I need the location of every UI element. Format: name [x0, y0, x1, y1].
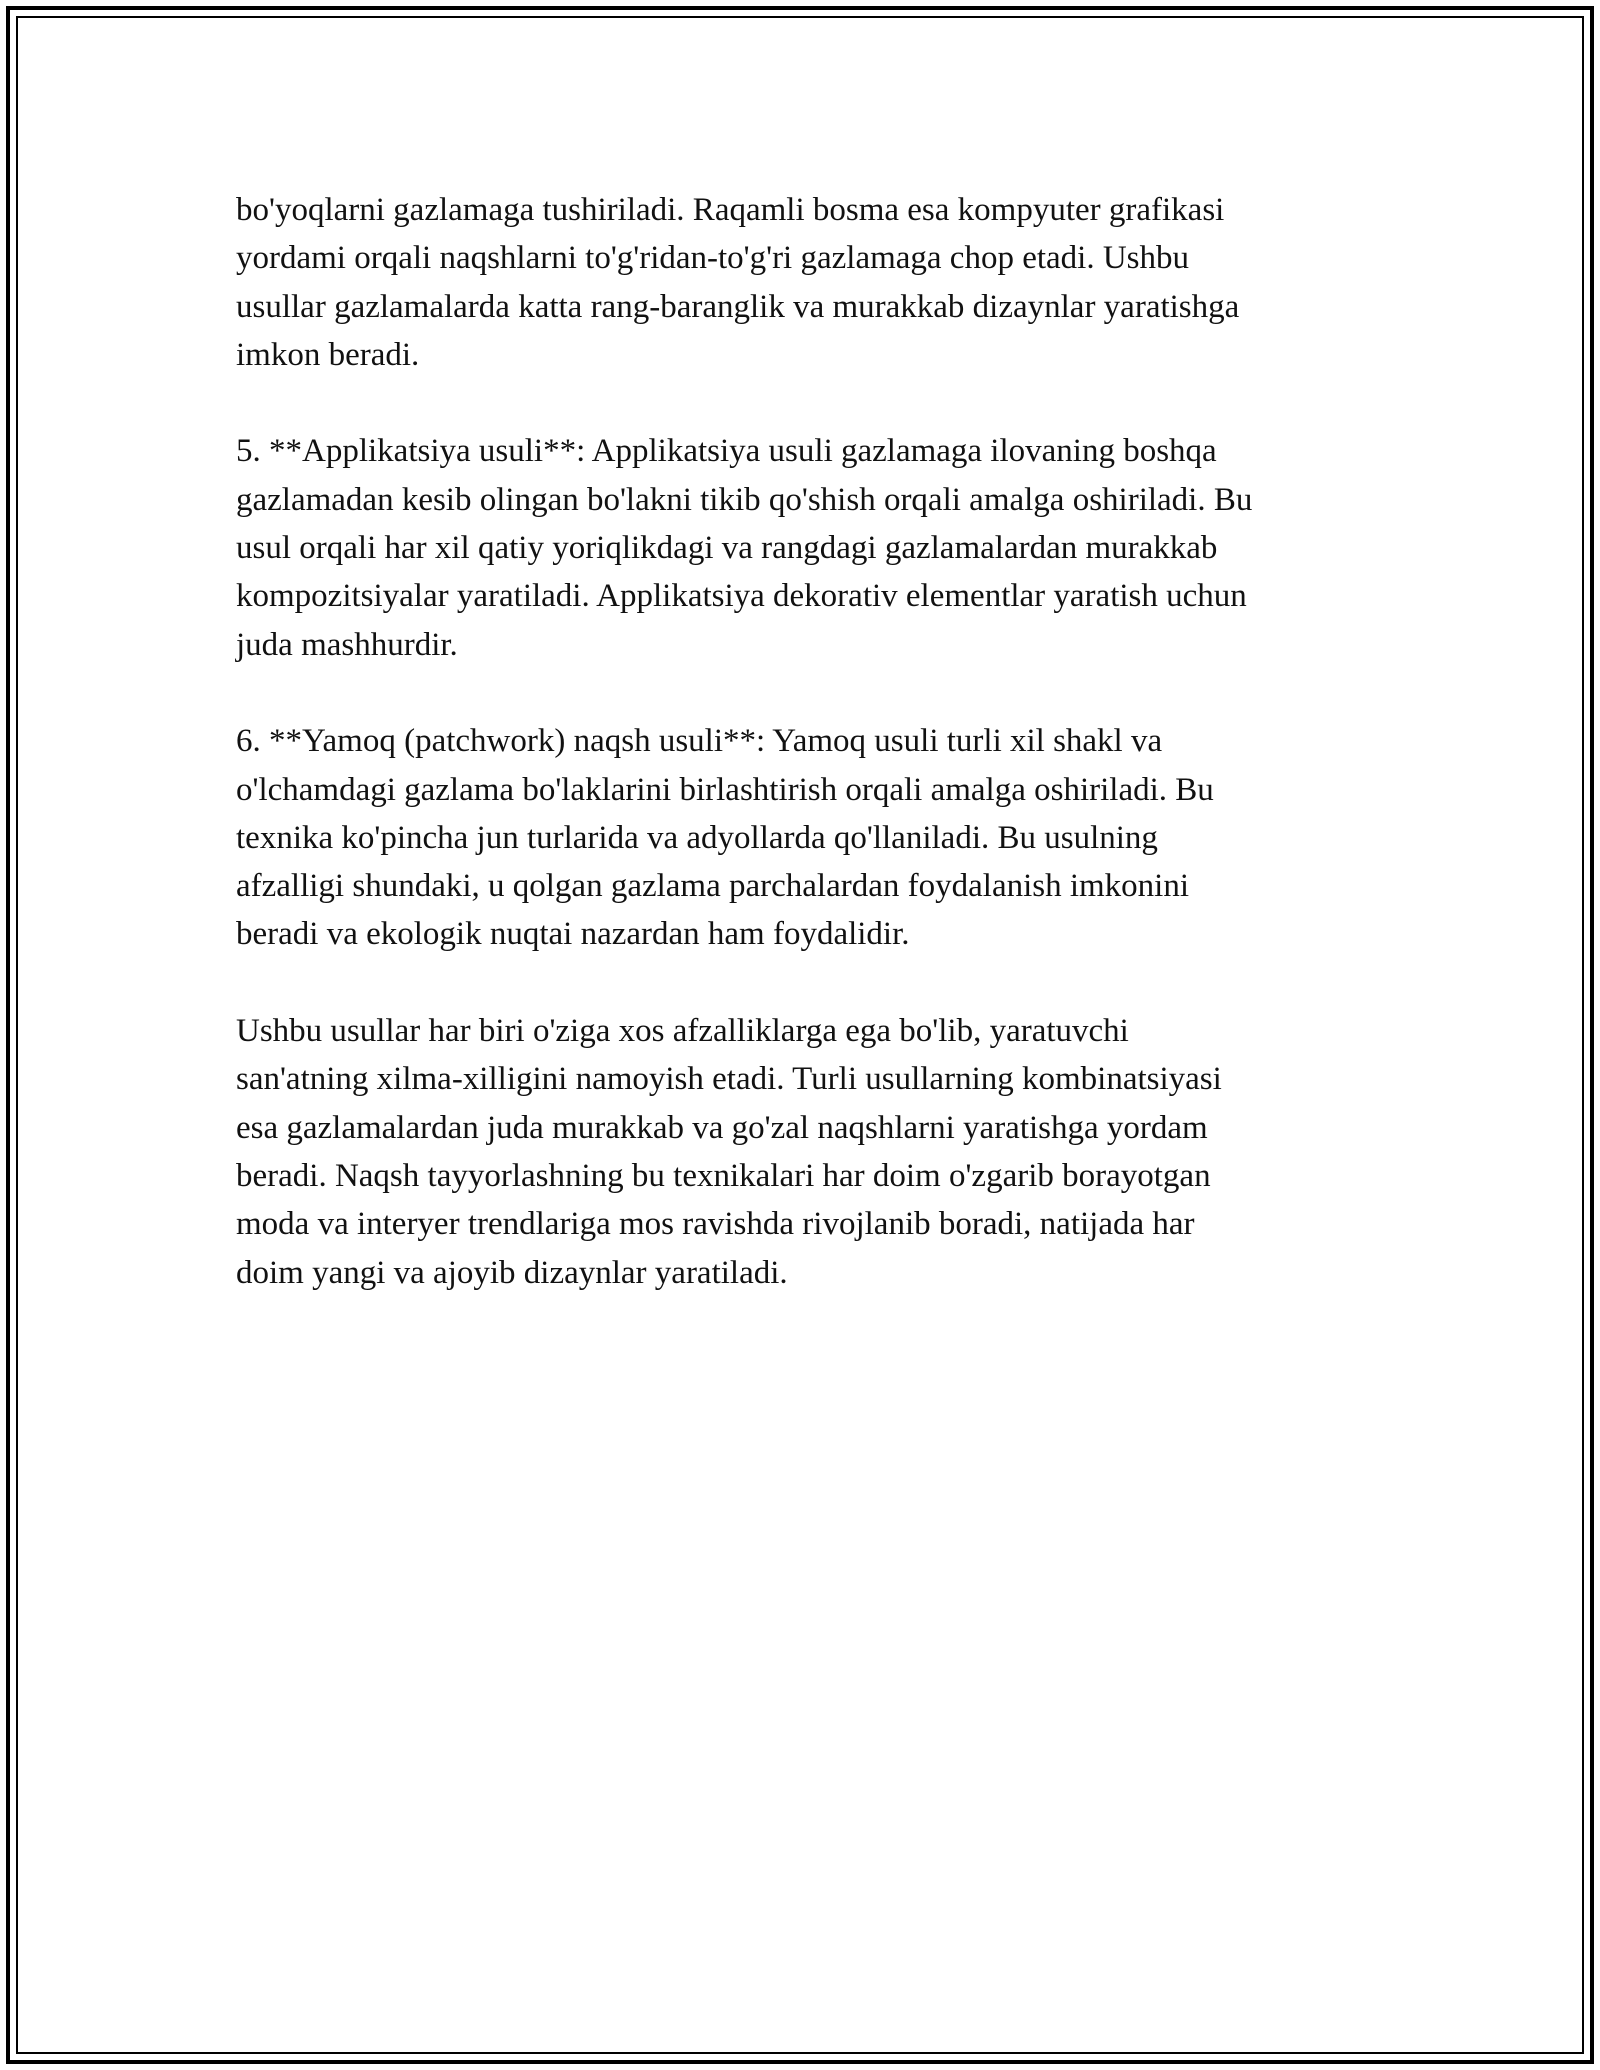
document-body	[236, 186, 1366, 1345]
paragraph-conclusion: Ushbu usullar har biri o'ziga xos afzalliklarga ega bo'lib, yaratuvchi san'atning xilma-xilligini namoyish etadi. Turli usullarning kombinatsiyasi esa gazlamalardan juda murakkab va go'zal naqshlarni yaratishga yordam beradi. Naqsh tayyorlashning bu texnikalari har doim o'zgarib borayotgan moda va interyer trendlariga mos ravishda rivojlanib boradi, natijada har doim yangi va ajoyib dizaynlar yaratiladi.	[236, 1013, 1222, 1291]
paragraph-applique-method: 5. **Applikatsiya usuli**: Applikatsiya usuli gazlamaga ilovaning boshqa gazlamadan kesib olingan bo'lakni tikib qo'shish orqali amalga oshiriladi. Bu usul orqali har xil qatiy yoriqlikdagi va rangdagi gazlamalardan murakkab kompozitsiyalar yaratiladi. Applikatsiya dekorativ elementlar yaratish uchun juda mashhurdir.	[236, 433, 1253, 663]
paragraph-patchwork-method: 6. **Yamoq (patchwork) naqsh usuli**: Yamoq usuli turli xil shakl va o'lchamdagi gazlama bo'laklarini birlashtirish orqali amalga oshiriladi. Bu texnika ko'pincha jun turlarida va adyollarda qo'llaniladi. Bu usulning afzalligi shundaki, u qolgan gazlama parchalardan foydalanish imkonini beradi va ekologik nuqtai nazardan ham foydalidir.	[236, 723, 1214, 953]
paragraph-printing-continuation: bo'yoqlarni gazlamaga tushiriladi. Raqamli bosma esa kompyuter grafikasi yordami orqali naqshlarni to'g'ridan-to'g'ri gazlamaga chop etadi. Ushbu usullar gazlamalarda katta rang-baranglik va murakkab dizaynlar yaratishga imkon beradi.	[236, 192, 1240, 373]
